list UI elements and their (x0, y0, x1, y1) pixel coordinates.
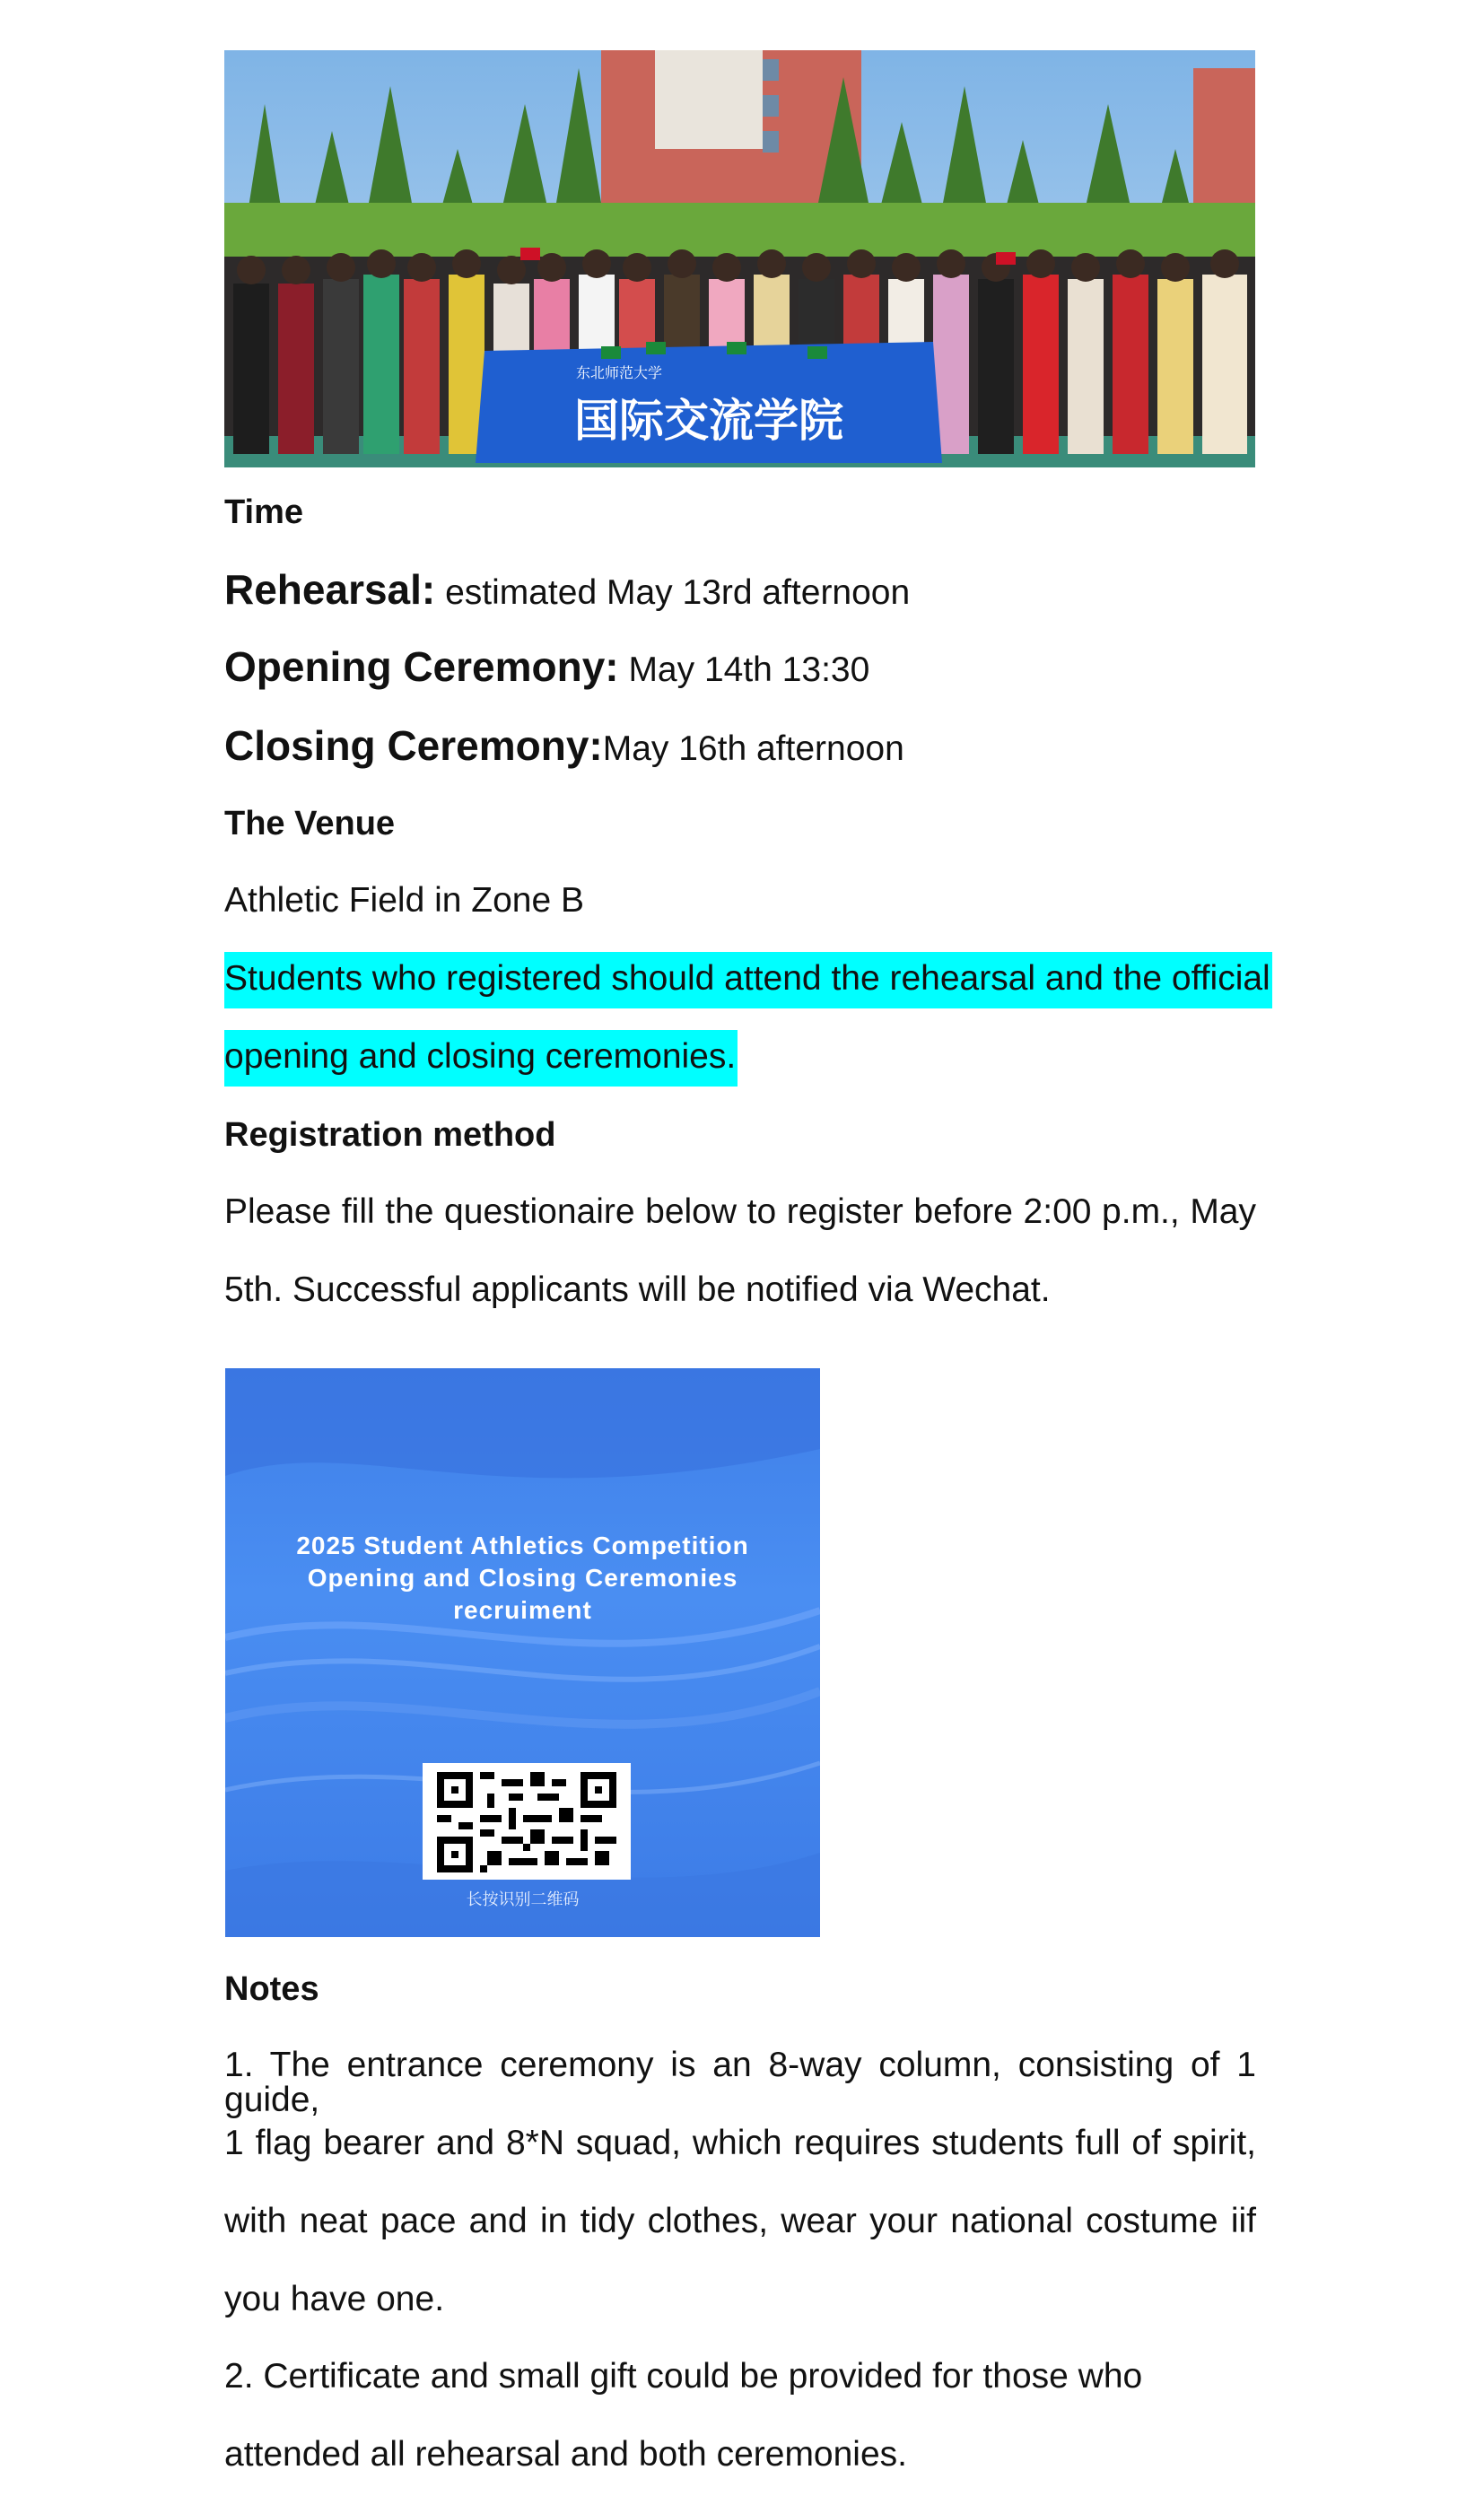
note-1-line-4: you have one. (224, 2280, 445, 2318)
rehearsal-line (224, 566, 1256, 613)
venue-location: Athletic Field in Zone B (224, 881, 585, 920)
banner-subtext: 东北师范大学 (575, 364, 663, 381)
banner-text: 国际交流学院 (574, 395, 843, 447)
opening-ceremony-line (224, 643, 1256, 690)
poster-title: 2025 Student Athletics Competition Opening and Closing Ceremonies recruiment (296, 1532, 749, 1624)
time-heading: Time (224, 493, 304, 531)
group-photo-illustration (224, 50, 1255, 467)
attendance-notice-line-1 (224, 959, 1270, 998)
attendance-notice-highlight-2: opening and closing ceremonies. (224, 1030, 738, 1087)
note-1-line-2: 1 flag bearer and 8*N squad, which requires students full of spirit, (224, 2124, 1256, 2162)
qr-code-icon (437, 1772, 616, 1872)
opening-ceremony-value: May 14th 13:30 (618, 650, 870, 689)
note-2-line-2: attended all rehearsal and both ceremonies. (224, 2435, 907, 2474)
notes-heading: Notes (224, 1970, 319, 2008)
qr-caption: 长按识别二维码 (466, 1890, 580, 1908)
note-1-line-1: 1. The entrance ceremony is an 8-way column, consisting of 1 guide, (224, 2046, 1256, 2119)
venue-heading: The Venue (224, 805, 396, 842)
closing-ceremony-value: May 16th afternoon (602, 729, 904, 768)
note-2-line-1: 2. Certificate and small gift could be provided for those who (224, 2357, 1143, 2396)
attendance-notice-highlight-1: Students who registered should attend the rehearsal and the official (224, 952, 1272, 1008)
registration-heading: Registration method (224, 1116, 556, 1154)
registration-line-1: Please fill the questionaire below to register before 2:00 p.m., May (224, 1192, 1256, 1231)
note-1-line-3: with neat pace and in tidy clothes, wear your national costume iif (224, 2202, 1256, 2240)
group-photo (224, 50, 1255, 467)
qr-code[interactable] (423, 1763, 631, 1880)
closing-ceremony-label: Closing Ceremony: (224, 722, 603, 769)
opening-ceremony-label: Opening Ceremony: (224, 643, 619, 690)
rehearsal-value: estimated May 13rd afternoon (435, 573, 911, 612)
closing-ceremony-line (224, 722, 1256, 769)
attendance-notice-line-2 (224, 1039, 1256, 1074)
questionnaire-qr-poster[interactable] (225, 1368, 820, 1937)
registration-line-2: 5th. Successful applicants will be notified via Wechat. (224, 1270, 1051, 1309)
rehearsal-label: Rehearsal: (224, 566, 436, 613)
